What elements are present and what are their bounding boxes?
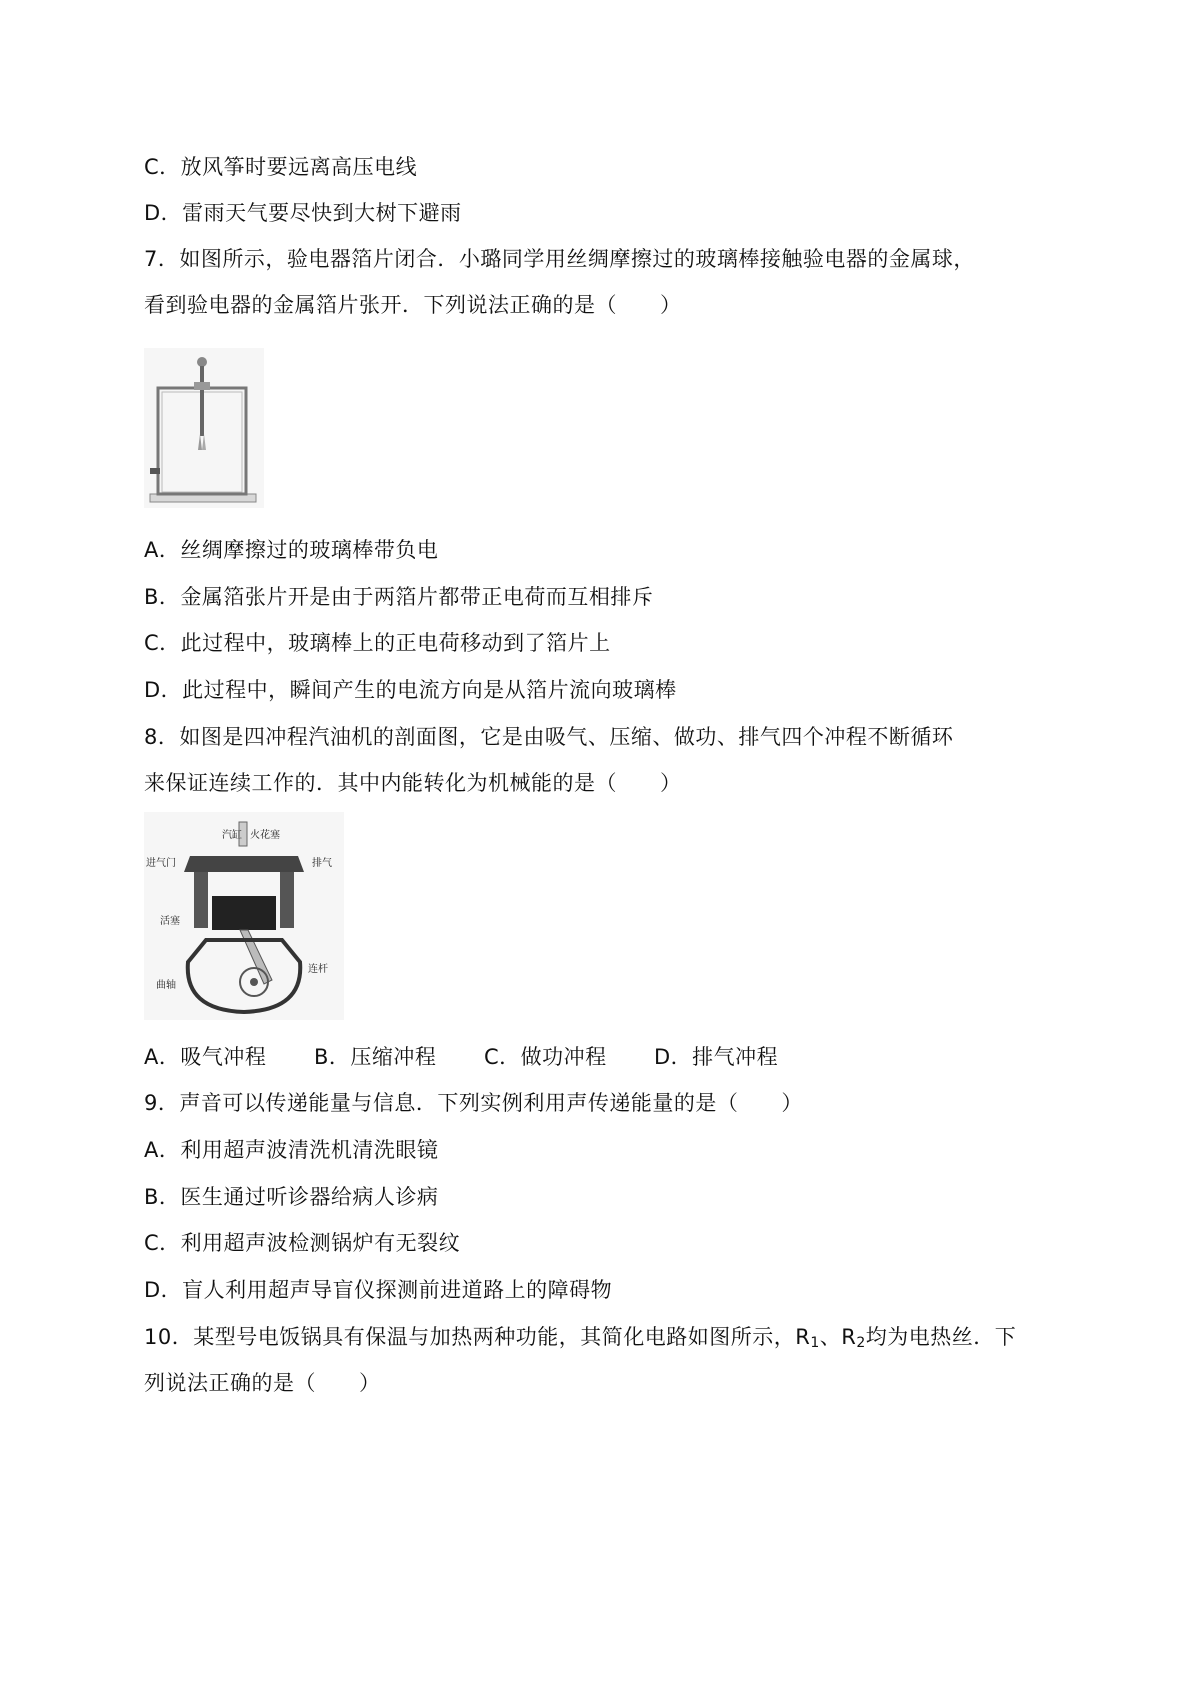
q7-option-a: A．丝绸摩擦过的玻璃棒带负电 bbox=[144, 538, 439, 562]
engine-cross-section bbox=[144, 812, 344, 1020]
q7-stem-line2: 看到验电器的金属箔片张开．下列说法正确的是（ ） bbox=[144, 293, 682, 317]
label-spark-plug: 火花塞 bbox=[250, 830, 280, 841]
q7-stem-line1: 7．如图所示，验电器箔片闭合．小璐同学用丝绸摩擦过的玻璃棒接触验电器的金属球， bbox=[144, 247, 975, 271]
label-cylinder: 汽缸 bbox=[222, 830, 242, 841]
label-crankshaft: 曲轴 bbox=[156, 980, 176, 991]
engine-figure bbox=[144, 812, 344, 1020]
label-exhaust: 排气 bbox=[312, 858, 332, 869]
label-connecting-rod: 连杆 bbox=[308, 964, 328, 975]
q9-option-d: D．盲人利用超声导盲仪探测前进道路上的障碍物 bbox=[144, 1278, 613, 1302]
r2-subscript: 2 bbox=[856, 1335, 866, 1351]
electroscope-illustration bbox=[144, 348, 264, 508]
q10-stem-line2: 列说法正确的是（ ） bbox=[144, 1371, 381, 1395]
label-intake-valve: 进气门 bbox=[146, 858, 176, 869]
q8-option-b: B．压缩冲程 bbox=[314, 1045, 437, 1069]
electroscope-figure bbox=[144, 348, 264, 508]
q8-option-a: A．吸气冲程 bbox=[144, 1045, 267, 1069]
q7-option-b: B．金属箔张片开是由于两箔片都带正电荷而互相排斥 bbox=[144, 585, 654, 609]
q6-option-d: D．雷雨天气要尽快到大树下避雨 bbox=[144, 201, 462, 225]
q6-option-c: C．放风筝时要远离高压电线 bbox=[144, 155, 418, 179]
q8-option-d: D．排气冲程 bbox=[654, 1045, 779, 1069]
q8-options-row bbox=[144, 1042, 778, 1072]
q10-separator: 、R bbox=[819, 1325, 857, 1349]
q10-stem-line1 bbox=[144, 1322, 1016, 1358]
label-piston: 活塞 bbox=[160, 916, 180, 927]
q8-stem-line1: 8．如图是四冲程汽油机的剖面图，它是由吸气、压缩、做功、排气四个冲程不断循环 bbox=[144, 725, 954, 749]
q8-option-c: C．做功冲程 bbox=[484, 1045, 607, 1069]
q7-option-d: D．此过程中，瞬间产生的电流方向是从箔片流向玻璃棒 bbox=[144, 678, 677, 702]
q9-option-a: A．利用超声波清洗机清洗眼镜 bbox=[144, 1138, 439, 1162]
q10-stem-part1: 10．某型号电饭锅具有保温与加热两种功能，其简化电路如图所示，R bbox=[144, 1325, 811, 1349]
r1-subscript: 1 bbox=[810, 1335, 820, 1351]
q9-stem: 9．声音可以传递能量与信息．下列实例利用声传递能量的是（ ） bbox=[144, 1091, 803, 1115]
q8-stem-line2: 来保证连续工作的．其中内能转化为机械能的是（ ） bbox=[144, 771, 682, 795]
q7-option-c: C．此过程中，玻璃棒上的正电荷移动到了箔片上 bbox=[144, 631, 611, 655]
q10-stem-part2: 均为电热丝．下 bbox=[865, 1325, 1017, 1349]
q9-option-b: B．医生通过听诊器给病人诊病 bbox=[144, 1185, 439, 1209]
q9-option-c: C．利用超声波检测锅炉有无裂纹 bbox=[144, 1231, 461, 1255]
